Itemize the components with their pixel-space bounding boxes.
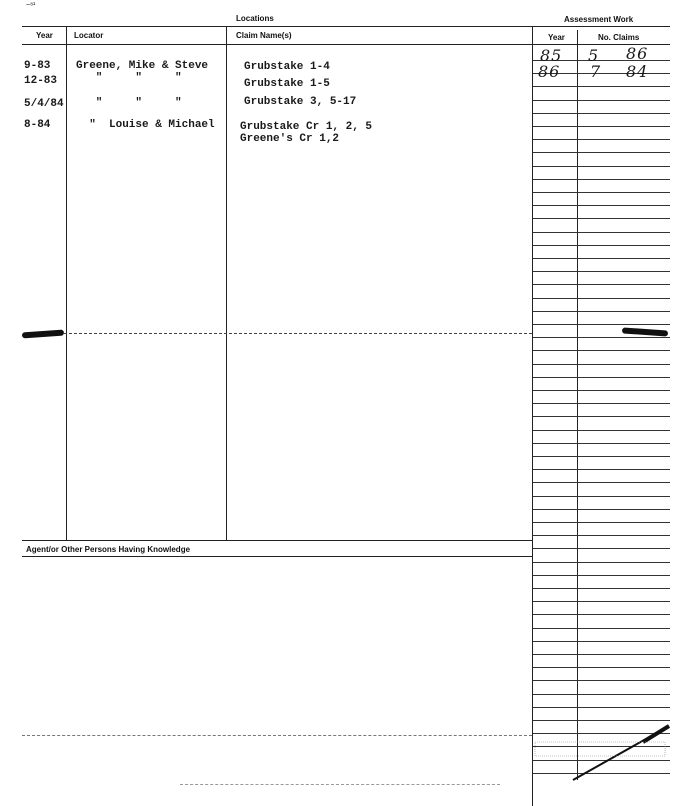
assessment-ruled-line [533, 100, 670, 101]
assessment-ruled-line [533, 284, 670, 285]
row-year: 9-83 [24, 60, 51, 72]
assessment-ruled-line [533, 390, 670, 391]
aw-extra-1: 86 [626, 44, 649, 63]
assessment-ruled-line [533, 522, 670, 523]
aw-claims-2: 7 [590, 62, 602, 81]
agents-bottom-rule [22, 556, 532, 557]
corner-mark: ~⁸¹ [26, 2, 36, 9]
fold-line [64, 333, 532, 334]
aw-claims-1: 5 [588, 46, 600, 65]
assessment-ruled-line [533, 641, 670, 642]
assessment-ruled-line [533, 509, 670, 510]
assessment-ruled-line [533, 430, 670, 431]
row-locator: " Louise & Michael [76, 119, 215, 131]
assessment-ruled-line [533, 667, 670, 668]
assessment-ruled-line [533, 166, 670, 167]
aw-year-1: 85 [540, 46, 563, 65]
assessment-ruled-line [533, 562, 670, 563]
assessment-ruled-line [533, 179, 670, 180]
assessment-ruled-line [533, 245, 670, 246]
assessment-ruled-line [533, 469, 670, 470]
row-year: 5/4/84 [24, 98, 64, 110]
assessment-ruled-line [533, 416, 670, 417]
col-aw-claims: No. Claims [598, 33, 640, 42]
col-locator: Locator [74, 31, 104, 40]
assessment-ruled-line [533, 443, 670, 444]
assessment-ruled-line [533, 86, 670, 87]
assessment-ruled-line [533, 601, 670, 602]
divider-year-locator [66, 26, 67, 540]
pen-stroke [533, 720, 673, 790]
row-claims: Grubstake Cr 1, 2, 5 [240, 121, 373, 133]
header-top-rule [22, 26, 670, 27]
assessment-ruled-line [533, 218, 670, 219]
assessment-work-heading: Assessment Work [564, 15, 634, 24]
assessment-ruled-line [533, 232, 670, 233]
assessment-ruled-line [533, 680, 670, 681]
row-claims: Grubstake 1-4 [244, 61, 330, 73]
assessment-ruled-line [533, 628, 670, 629]
assessment-ruled-line [533, 350, 670, 351]
assessment-ruled-line [533, 377, 670, 378]
assessment-ruled-line [533, 614, 670, 615]
assessment-ruled-line [533, 139, 670, 140]
assessment-ruled-line [533, 271, 670, 272]
row-claims: Grubstake 1-5 [244, 78, 330, 90]
divider-locator-claims [226, 26, 227, 540]
row-claims: Grubstake 3, 5-17 [244, 96, 357, 108]
agents-top-rule [22, 540, 532, 541]
assessment-ruled-line [533, 575, 670, 576]
row-locator: " " " [76, 97, 182, 109]
assessment-ruled-line [533, 311, 670, 312]
assessment-ruled-line [533, 192, 670, 193]
assessment-ruled-line [533, 126, 670, 127]
col-aw-year: Year [548, 33, 565, 42]
assessment-ruled-line [533, 588, 670, 589]
assessment-ruled-line [533, 403, 670, 404]
assessment-ruled-line [533, 496, 670, 497]
assessment-ruled-line [533, 337, 670, 338]
assessment-ruled-line [533, 324, 670, 325]
assessment-ruled-line [533, 364, 670, 365]
aw-extra-2: 84 [626, 62, 649, 81]
assessment-ruled-line [533, 694, 670, 695]
aw-year-2: 86 [538, 62, 561, 81]
assessment-ruled-line [533, 707, 670, 708]
row-claims-2: Greene's Cr 1,2 [240, 133, 340, 145]
col-year: Year [36, 31, 53, 40]
row-locator: " " " [76, 72, 182, 84]
row-locator: Greene, Mike & Steve [76, 60, 209, 72]
assessment-ruled-line [533, 535, 670, 536]
assessment-ruled-line [533, 456, 670, 457]
fold-line-lower [22, 735, 532, 736]
agents-label: Agent/or Other Persons Having Knowledge [26, 545, 191, 554]
assessment-ruled-area [533, 44, 670, 780]
assessment-ruled-line [533, 482, 670, 483]
assessment-ruled-line [533, 205, 670, 206]
bottom-smudge [180, 784, 500, 785]
assessment-ruled-line [533, 548, 670, 549]
assessment-ruled-line [533, 152, 670, 153]
col-claim-names: Claim Name(s) [236, 31, 292, 40]
assessment-ruled-line [533, 654, 670, 655]
row-year: 12-83 [24, 75, 58, 87]
assessment-ruled-line [533, 298, 670, 299]
locations-heading: Locations [236, 14, 274, 23]
assessment-ruled-line [533, 258, 670, 259]
row-year: 8-84 [24, 119, 51, 131]
assessment-ruled-line [533, 113, 670, 114]
binding-mark-left [22, 330, 64, 339]
